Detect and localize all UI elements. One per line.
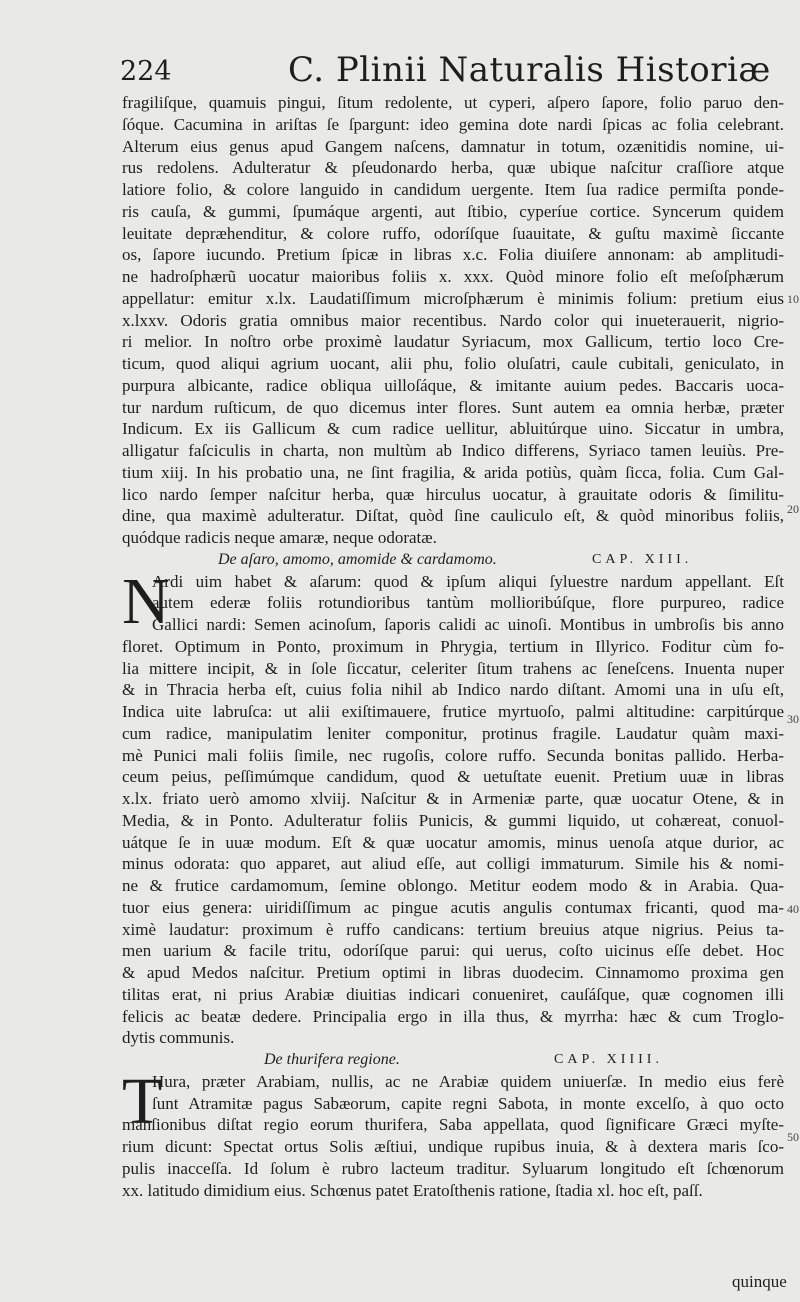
text-line: & apud Medos naſcitur. Pretium optimi in libras duodecim. Cinnamomo proxima gen [122, 963, 784, 982]
text-line: purpura albicante, radice obliqua uilloſáque, & imitante auium pedes. Baccaris uoca- [122, 375, 784, 395]
text-line: ximè laudatur: proximum è ruffo candicans: tertium breuius atque nigrius. Peius ta- [122, 919, 784, 939]
text-line: manſionibus diſtat regio eorum thurifera, Saba appellata, quod ſignificare Græci myſte- [122, 1115, 784, 1135]
text-line: fragiliſque, quamuis pingui, ſitum redolente, ut cyperi, aſpero ſapore, folio paruo den- [122, 93, 784, 112]
chapter-14-heading [122, 1049, 784, 1071]
drop-cap-initial: N [122, 564, 170, 638]
chapter-number: CAP. XIIII. [554, 1052, 663, 1067]
text-line: ne & frutice cardamomum, ſemine oblongo. Metitur eodem modo & in Arabia. Qua- [122, 876, 784, 895]
margin-line-number: 40 [787, 902, 799, 916]
margin-line-number: 10 [787, 292, 799, 306]
text-body [122, 92, 784, 1201]
catchword: quinque [732, 1272, 787, 1291]
text-line: pulis inacceſſa. Id ſolum è rubro lacteum traditur. Syluarum longitudo eſt ſchœnorum [122, 1158, 784, 1178]
text-line: mè Punici mali foliis ſimile, nec rugoſis, colore ruffo. Secunda bonitas pallido. Herba- [122, 745, 784, 765]
text-line: felicis ac beatæ dedere. Principalia ergo in illa thus, & myrrha: hæc & cum Troglo- [122, 1006, 784, 1026]
text-line: ris cauſa, & gummi, ſpumáque argenti, aut ſtibio, cyperíue cortice. Syncerum quidem [122, 201, 784, 221]
chapter-number: CAP. XIII. [592, 551, 693, 567]
text-line: latiore folio, & colore languido in candidum uergente. Item ſua radice permiſta ponde- [122, 180, 784, 199]
text-line: men uarium & facile tritu, odoríſque parui: qui uerus, coſto uicinus eſſe debet. Hoc [122, 941, 784, 961]
text-line: & in Thracia herba eſt, cuius folia nihil ab Indico nardo diſtant. Amomi una in uſu eſt, [122, 680, 784, 700]
running-title: C. Plinii Naturalis Historiæ [288, 50, 771, 90]
text-line: os, ſapore iucundo. Pretium ſpicæ in libras x.c. Folia diuiſere annonam: ab amplitudi- [122, 245, 784, 265]
text-line: alligatur faſciculis in charta, non multùm ab Indico differens, Syriaco tamen leuiùs. Pre- [122, 441, 784, 460]
text-line: ceum peius, peſſimúmque candidum, quod & uetuſtate euenit. Pretium uuæ in libras [122, 767, 784, 787]
text-line: Hura, præter Arabiam, nullis, ac ne Arabiæ quidem uniuerſæ. In medio eius ferè [152, 1071, 784, 1091]
chapter-14-text [122, 1064, 784, 1202]
text-line: uátque ſe in uuæ modum. Eſt & quæ uocatur amomis, minus uenoſa atque durior, ac [122, 832, 784, 852]
text-line: Indica uite labruſca: ut alii exiſtimauere, frutice myrtuoſo, palmi altitudine: carpitúrque [122, 702, 784, 721]
margin-line-number: 50 [787, 1130, 799, 1144]
chapter-13-text [122, 564, 784, 1050]
text-line: lico nardo ſemper naſcitur herba, quæ hirculus uocatur, à grauitate odoris & ſimilitu- [122, 484, 784, 504]
text-line: autem ederæ foliis rotundioribus tantùm mollioribúſque, flore purpureo, radice [152, 593, 784, 613]
text-line: ri melior. In noſtro orbe proximè laudatur Syriacum, mox Gallicum, tertio loco Cre- [122, 332, 784, 352]
text-line: ticum, quod aliqui agrium uocant, alii phu, folio oluſatri, caule cubitali, geniculato, in [122, 354, 784, 373]
text-line: rus redolens. Adulteratur & pſeudonardo herba, quæ ubique naſcitur craſſiore atque [122, 158, 784, 178]
text-line: rium dicunt: Spectat ortus Solis æſtiui, undique rupibus inuia, & à dextera maris ſco- [122, 1137, 784, 1156]
page-header [120, 48, 780, 96]
text-line: Media, & in Ponto. Adulteratur foliis Punicis, & gummi liquido, ut cohæreat, conuol- [122, 810, 784, 830]
text-line: tur nardum ruſticum, de quo dicemus inter flores. Sunt autem ea omnia herbæ, præter [122, 397, 784, 417]
chapter-13-heading [122, 549, 784, 571]
drop-cap-initial: T [122, 1064, 163, 1138]
text-line: dine, qua maximè adulteratur. Diſtat, quòd ſine cauliculo eſt, & quòd minoribus foliis, [122, 506, 784, 526]
text-line: tuor eius genera: uiridiſſimum ac pingue acutis angulis contumax fricanti, quod ma- [122, 897, 784, 917]
page-number: 224 [120, 56, 172, 87]
text-line: xx. latitudo dimidium eius. Schœnus patet Eratoſthenis ratione, ſtadia xl. hoc eſt, paſſ. [122, 1180, 703, 1200]
text-line: Ardi uim habet & aſarum: quod & ipſum aliqui ſyluestre nardum appellant. Eſt [152, 571, 784, 591]
text-line: cum radice, manipulatim leniter componitur, protinus fragile. Laudatur quàm maxi- [122, 723, 784, 743]
text-line: x.lx. friato uerò amomo xlviij. Naſcitur & in Armeniæ parte, quæ uocatur Otene, & in [122, 789, 784, 808]
margin-line-number: 30 [787, 712, 799, 726]
text-line: tium xiij. In his probatio una, ne ſint fragilia, & arida potiùs, quàm ſicca, folia. Cum Gal- [122, 462, 784, 482]
margin-line-number: 20 [787, 502, 799, 516]
text-line: ne hadroſphærũ uocatur maioribus foliis x. xxx. Quòd minore folio eſt meſoſphærum [122, 267, 784, 286]
text-line: leuitate depræhenditur, & colore ruffo, odoríſque ſuauitate, & guſtu maximè ſiccante [122, 223, 784, 243]
text-line: ſóque. Cacumina in ariſtas ſe ſpargunt: ideo gemina dote nardi ſpicas ac folia celebrant. [122, 114, 784, 134]
chapter-title: De thurifera regione. [264, 1051, 400, 1068]
text-line: minus odorata: quo apparet, aut aliud eſſe, aut colligi immaturum. Simile his & nomi- [122, 854, 784, 874]
section-continued-text [122, 92, 784, 549]
text-line: Alterum eius genus apud Gangem naſcens, damnatur in totum, ozænitidis nomine, ui- [122, 136, 784, 156]
text-line: Indicum. Ex iis Gallicum & cum radice uellitur, abluitúrque uino. Siccatur in umbra, [122, 419, 784, 439]
text-line: appellatur: emitur x.lx. Laudatiſſimum microſphærum è minimis folium: pretium eius [122, 288, 784, 308]
text-line: tilitas erat, ni prius Arabiæ diuitias indicari conueniret, cauſáſque, quæ cognomen illi [122, 984, 784, 1004]
text-line: ſunt Atramitæ pagus Sabæorum, capite regni Sabota, in monte excelſo, à quo octo [152, 1093, 784, 1113]
text-line: dytis communis. [122, 1028, 235, 1048]
text-line: floret. Optimum in Ponto, proximum in Phrygia, tertium in Illyrico. Foditur cùm fo- [122, 636, 784, 656]
text-line: quódque radicis neque amaræ, neque odoratæ. [122, 528, 437, 547]
text-line: Gallici nardi: Semen acinoſum, ſaporis calidi ac uinoſi. Montibus in umbroſis bis anno [152, 615, 784, 634]
text-line: lia mittere incipit, & in ſole ſiccatur, celeriter ſitum trahens ac ſeneſcens. Inuenta nuper [122, 658, 784, 678]
chapter-title: De aſaro, amomo, amomide & cardamomo. [218, 550, 497, 568]
text-line: x.lxxv. Odoris gratia omnibus maior recentibus. Nardo color qui inueterauerit, nigrio- [122, 310, 784, 330]
